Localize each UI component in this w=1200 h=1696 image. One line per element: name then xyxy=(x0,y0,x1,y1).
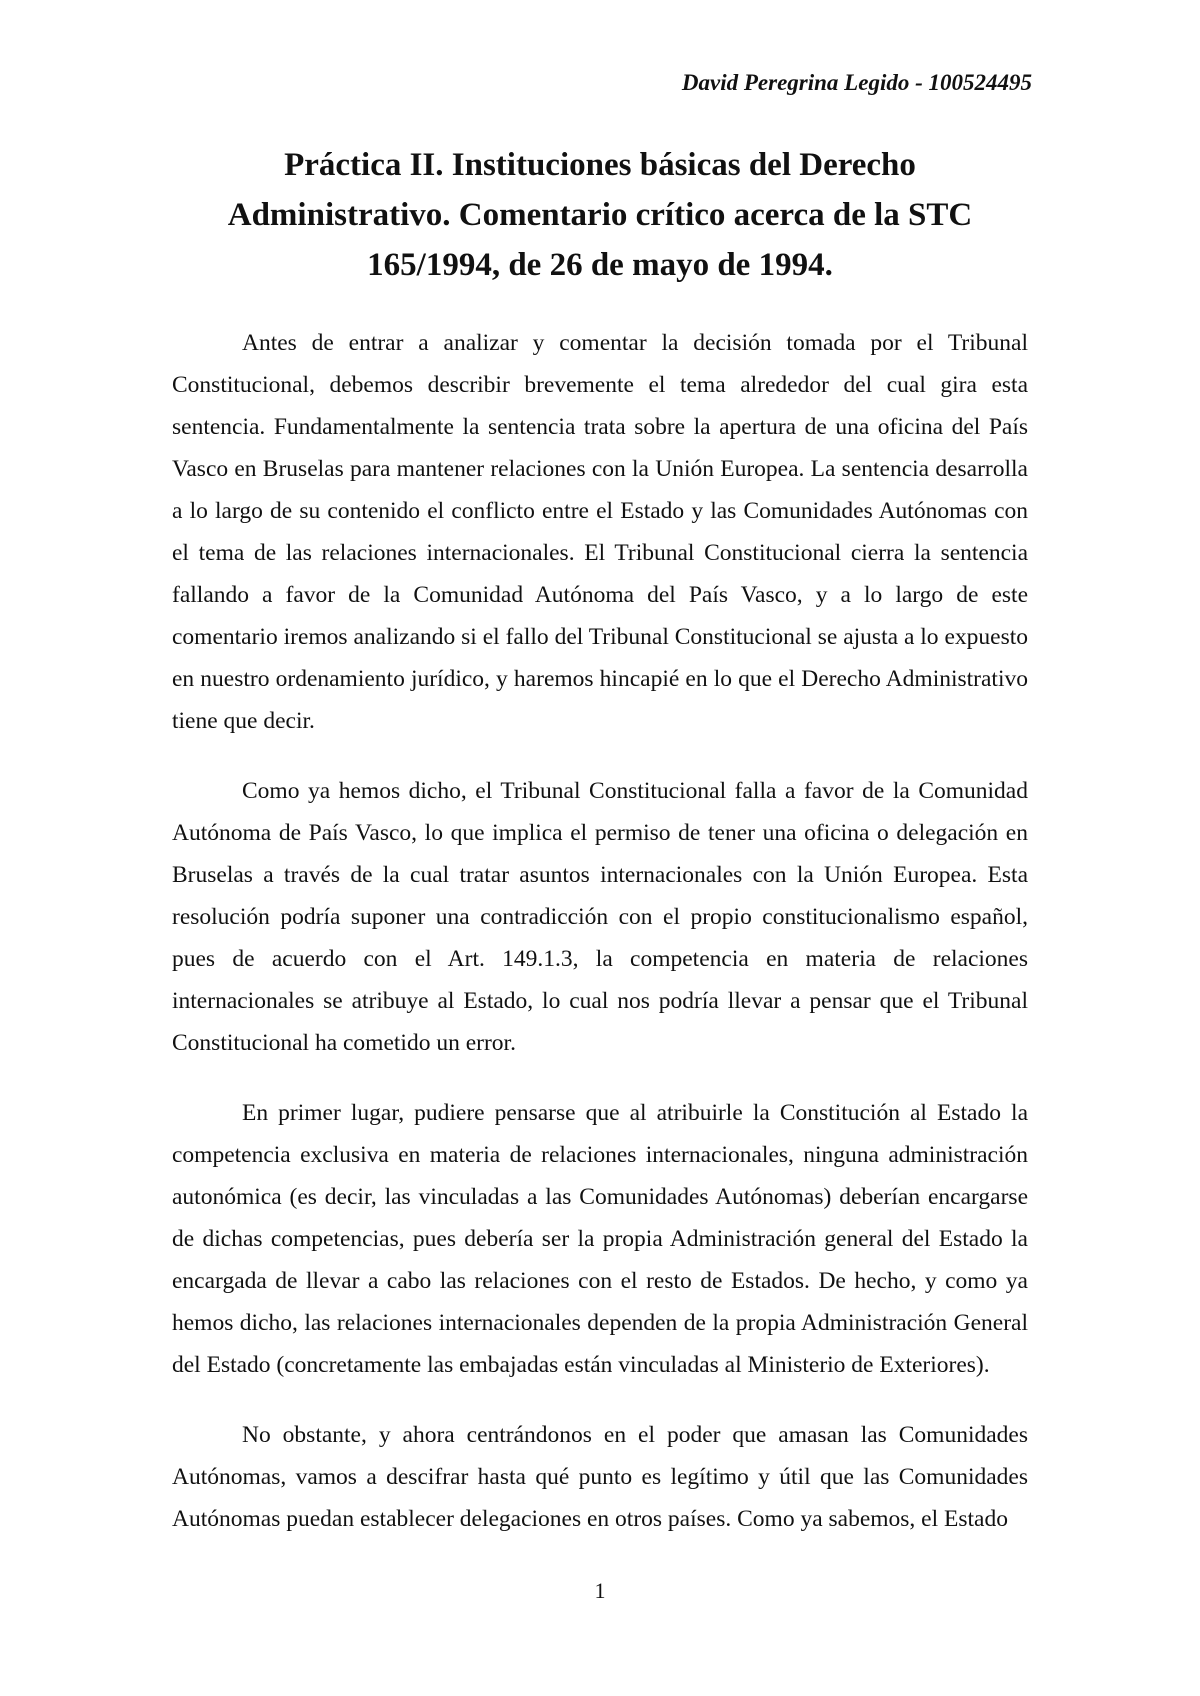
paragraph-3: En primer lugar, pudiere pensarse que al atribuirle la Constitución al Estado la competencia exclusiva en materia de relaciones internacionales, ninguna administración autonómica (es decir, las vinculadas a las Comunidades Autónomas) deberían encargarse de dichas competencias, pues debería ser la propia Administración general del Estado la encargada de llevar a cabo las relaciones con el resto de Estados. De hecho, y como ya hemos dicho, las relaciones internacionales dependen de la propia Administración General del Estado (concretamente las embajadas están vinculadas al Ministerio de Exteriores). xyxy=(172,1100,1028,1378)
paragraph-4: No obstante, y ahora centrándonos en el poder que amasan las Comunidades Autónomas, vamos a descifrar hasta qué punto es legítimo y útil que las Comunidades Autónomas puedan establecer delegaciones en otros países. Como ya sabemos, el Estado xyxy=(172,1422,1028,1532)
paragraph-2: Como ya hemos dicho, el Tribunal Constitucional falla a favor de la Comunidad Autónoma de País Vasco, lo que implica el permiso de tener una oficina o delegación en Bruselas a través de la cual tratar asuntos internacionales con la Unión Europea. Esta resolución podría suponer una contradicción con el propio constitucionalismo español, pues de acuerdo con el Art. 149.1.3, la competencia en materia de relaciones internacionales se atribuye al Estado, lo cual nos podría llevar a pensar que el Tribunal Constitucional ha cometido un error. xyxy=(172,778,1028,1056)
paragraph-1: Antes de entrar a analizar y comentar la decisión tomada por el Tribunal Constitucional, debemos describir brevemente el tema alrededor del cual gira esta sentencia. Fundamentalmente la sentencia trata sobre la apertura de una oficina del País Vasco en Bruselas para mantener relaciones con la Unión Europea. La sentencia desarrolla a lo largo de su contenido el conflicto entre el Estado y las Comunidades Autónomas con el tema de las relaciones internacionales. El Tribunal Constitucional cierra la sentencia fallando a favor de la Comunidad Autónoma del País Vasco, y a lo largo de este comentario iremos analizando si el fallo del Tribunal Constitucional se ajusta a lo expuesto en nuestro ordenamiento jurídico, y haremos hincapié en lo que el Derecho Administrativo tiene que decir. xyxy=(172,330,1028,734)
header-author: David Peregrina Legido - 100524495 xyxy=(681,70,1032,95)
page-number: 1 xyxy=(594,1578,606,1603)
document-title: Práctica II. Instituciones básicas del Derecho Administrativo. Comentario crítico acerca de la STC 165/1994, de 26 de mayo de 1994. xyxy=(227,147,973,283)
document-body xyxy=(172,322,1028,1568)
